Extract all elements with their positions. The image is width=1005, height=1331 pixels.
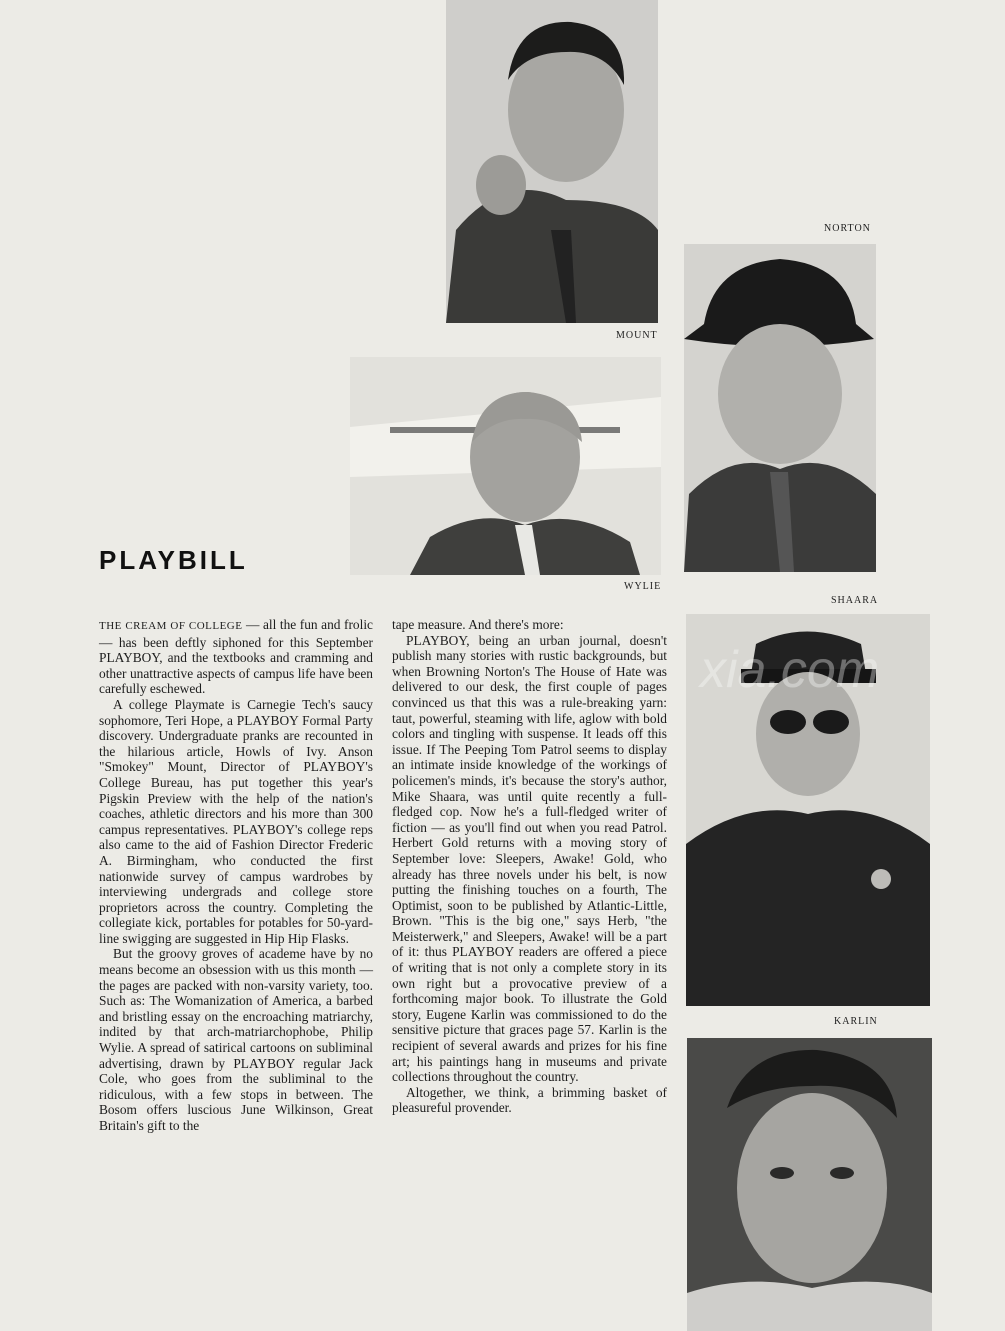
right-paragraph-2: PLAYBOY, being an urban journal, doesn't publish many stories with rustic backgrounds, but when Browning Norton's The House of Hate was delivered to our desk, the first couple of pages convinced us that this was a rule-breaking yarn: taut, powerful, steaming with life, aglow with bold colors and tingling with suspense. It leads off this issue. If The Peeping Tom Patrol seems to display an intimate inside knowledge of the workings of policemen's minds, it's because the story's author, Mike Shaara, was until quite recently a full-fledged cop. Now he's a full-fledged writer of fiction — as you'll find out when you read Patrol. Herbert Gold returns with a moving story of September love: Sleepers, Awake! Gold, who already has three novels under his belt, is now putting the finishing touches on a fourth, The Optimist, soon to be published by Atlantic-Little, Brown. "This is the big one," says Herb, "the Meisterwerk," and Sleepers, Awake! will be a part of it: thus PLAYBOY readers are offered a piece of writing that is not only a complete story in its own right but a provocative preview of a forthcoming major book. To illustrate the Gold story, Eugene Karlin was commissioned to do the sensitive picture that graces page 57. Karlin is the recipient of several awards and prizes for his fine art; his paintings hang in museums and private collections throughout the country. <box>392 632 667 1085</box>
caption-karlin: KARLIN <box>834 1016 878 1027</box>
caption-wylie: WYLIE <box>624 581 662 592</box>
portrait-wylie-graphic <box>350 357 661 575</box>
lead-in: THE CREAM OF COLLEGE <box>99 620 243 632</box>
left-paragraph-3: But the groovy groves of academe have by no means become an obsession with us this month — the pages are packed with non-varsity variety, too. Such as: The Womanization of America, a barbed and bristling essay on the encroaching matriarchy, indited by that arch-matriarchophobe, Philip Wylie. A spread of satirical cartoons on subliminal advertising, drawn by PLAYBOY regular Jack Cole, who goes from the subliminal to the ridiculous, with a few stops in between. The Bosom offers luscious June Wilkinson, Great Britain's gift to the <box>99 946 373 1133</box>
left-paragraph-2: A college Playmate is Carnegie Tech's saucy sophomore, Teri Hope, a PLAYBOY Formal Party discovery. Undergraduate pranks are recounted in the hilarious article, Howls of Ivy. Anson "Smokey" Mount, Director of PLAYBOY's College Bureau, has put together this year's Pigskin Preview with the help of the nation's coaches, athletic directors and his more than 300 campus representatives. PLAYBOY's college reps also came to the aid of Fashion Director Frederic A. Birmingham, who conducted the first nationwide survey of campus wardrobes by interviewing undergrads and college store proprietors across the country. Completing the collegiate kick, portables for potables for 50-yard-line swigging are suggested in Hip Hip Flasks. <box>99 696 373 946</box>
left-paragraph-1: THE CREAM OF COLLEGE — all the fun and frolic — has been deftly siphoned for this September PLAYBOY, and the textbooks and cramming and other unattractive aspects of campus life have been carefully eschewed. <box>99 617 374 697</box>
portrait-karlin-graphic <box>687 1038 932 1331</box>
portrait-mount-graphic <box>446 0 658 323</box>
portrait-norton-graphic <box>684 244 876 572</box>
caption-shaara: SHAARA <box>831 595 879 606</box>
page-title: PLAYBILL <box>99 545 248 575</box>
caption-norton: NORTON <box>824 223 871 234</box>
photo-karlin <box>687 1038 932 1331</box>
portrait-shaara-graphic <box>686 614 930 1006</box>
photo-norton <box>684 244 876 572</box>
left-column <box>99 617 373 1134</box>
photo-shaara <box>686 614 930 1006</box>
photo-wylie <box>350 357 661 575</box>
caption-mount: MOUNT <box>616 330 658 341</box>
right-paragraph-1: tape measure. And there's more: <box>392 617 564 632</box>
right-paragraph-3: Altogether, we think, a brimming basket of pleasureful provender. <box>392 1084 667 1116</box>
photo-mount <box>446 0 658 323</box>
right-column <box>392 617 667 1116</box>
watermark: xia.com <box>700 641 880 699</box>
